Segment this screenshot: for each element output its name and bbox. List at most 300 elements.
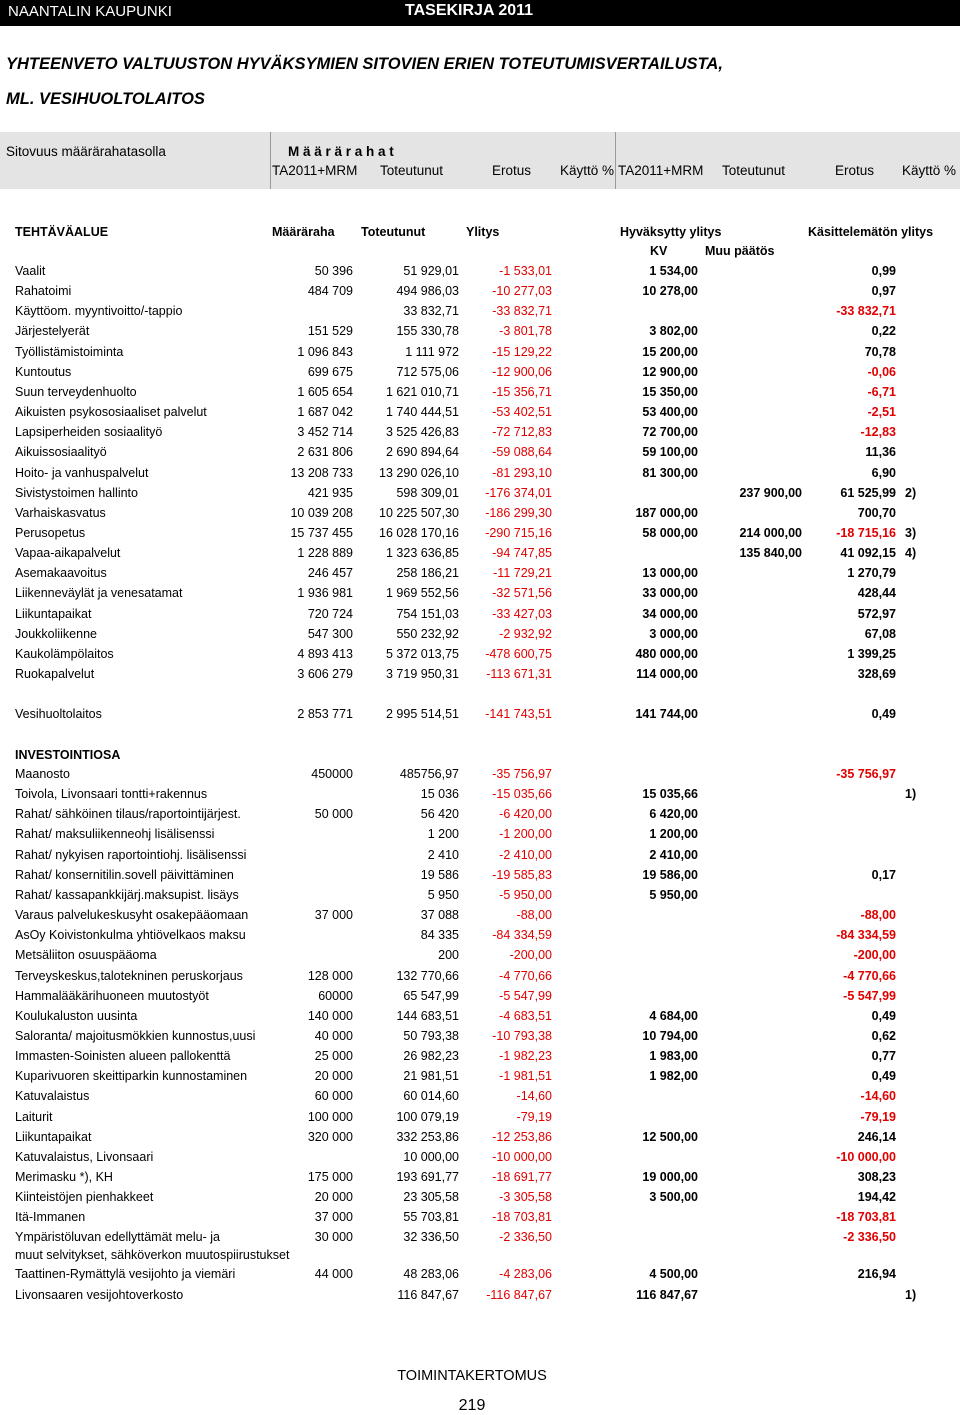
difference-cell: -290 715,16 (485, 525, 552, 540)
unprocessed-cell: 700,70 (857, 505, 896, 520)
col-head-hyvaksytty: Hyväksytty ylitys (620, 225, 722, 239)
kv-approved-cell: 3 802,00 (649, 324, 698, 339)
kv-approved-cell: 13 000,00 (642, 566, 698, 581)
actual-cell: 13 290 026,10 (379, 465, 459, 480)
row-name-cell: Metsäliiton osuuspääoma (15, 948, 157, 963)
row-name-cell: Aikuisten psykososiaaliset palvelut (15, 405, 207, 420)
top-header-bar (0, 0, 960, 26)
unprocessed-cell: 194,42 (857, 1190, 896, 1205)
difference-cell: -19 585,83 (492, 867, 552, 882)
table-row (0, 1049, 960, 1067)
difference-cell: -3 801,78 (499, 324, 552, 339)
kv-approved-cell: 187 000,00 (635, 505, 698, 520)
footnote-cell: 1) (905, 787, 917, 802)
table-row (0, 908, 960, 926)
gh-col-5: TA2011+MRM (618, 163, 704, 178)
difference-cell: -1 533,01 (499, 264, 552, 278)
actual-cell: 3 525 426,83 (386, 425, 459, 440)
unprocessed-cell: 0,49 (871, 1008, 896, 1023)
table-row (0, 526, 960, 544)
actual-cell: 100 079,19 (396, 1109, 459, 1124)
table-row (0, 586, 960, 604)
unprocessed-cell: 0,49 (871, 1069, 896, 1084)
table-row (0, 1170, 960, 1188)
actual-cell: 51 929,01 (403, 264, 459, 278)
unprocessed-cell: 61 525,99 (840, 485, 896, 500)
difference-cell: -4 770,66 (499, 968, 552, 983)
difference-cell: -186 299,30 (485, 505, 552, 520)
kv-approved-cell: 3 500,00 (649, 1190, 698, 1205)
actual-cell: 598 309,01 (396, 485, 459, 500)
actual-cell: 10 000,00 (403, 1149, 459, 1164)
difference-cell: -32 571,56 (492, 586, 552, 601)
actual-cell: 3 719 950,31 (386, 667, 459, 681)
table-row (0, 807, 960, 825)
budget-cell: 44 000 (314, 1267, 353, 1282)
actual-cell: 21 981,51 (403, 1069, 459, 1084)
table-row (0, 385, 960, 403)
kv-approved-cell: 5 950,00 (649, 887, 698, 902)
table-row (0, 264, 960, 282)
col-head-ylitys: Ylitys (466, 225, 500, 239)
difference-cell: -59 088,64 (492, 445, 552, 460)
difference-cell: -4 683,51 (499, 1008, 552, 1023)
kv-approved-cell: 34 000,00 (642, 606, 698, 621)
kv-approved-cell: 15 200,00 (642, 344, 698, 359)
table-row (0, 787, 960, 805)
kv-approved-cell: 1 982,00 (649, 1069, 698, 1084)
row-name-cell: Koulukaluston uusinta (15, 1008, 138, 1023)
row-name-cell: Immasten-Soinisten alueen pallokenttä (15, 1049, 231, 1064)
unprocessed-cell: 0,97 (871, 284, 896, 299)
investment-section-title: INVESTOINTIOSA (15, 748, 121, 762)
table-row (0, 948, 960, 966)
actual-cell: 132 770,66 (396, 968, 459, 983)
actual-cell: 1 323 636,85 (386, 546, 459, 561)
row-name-cell: Rahat/ sähköinen tilaus/raportointijärjest. (15, 807, 241, 822)
unprocessed-cell: 11,36 (865, 445, 896, 460)
unprocessed-cell: -2,51 (867, 405, 896, 420)
budget-cell: 3 452 714 (297, 425, 353, 440)
table-row (0, 445, 960, 463)
budget-cell: 2 631 806 (297, 445, 353, 460)
actual-cell: 258 186,21 (396, 566, 459, 581)
budget-cell: 450000 (311, 767, 353, 781)
difference-cell: -6 420,00 (499, 807, 552, 822)
kv-approved-cell: 2 410,00 (649, 847, 698, 862)
difference-cell: -33 427,03 (492, 606, 552, 621)
maararahat-label: M ä ä r ä r a h a t (288, 144, 394, 159)
budget-cell: 30 000 (314, 1230, 353, 1245)
kv-approved-cell: 10 794,00 (642, 1028, 698, 1043)
table-row (0, 707, 960, 725)
row-name-cell: Liikuntapaikat (15, 606, 92, 621)
sitovuus-label: Sitovuus määrärahatasolla (6, 144, 166, 159)
unprocessed-cell: -6,71 (867, 384, 896, 399)
kv-approved-cell: 19 586,00 (642, 867, 698, 882)
header-divider (270, 132, 271, 189)
difference-cell: -72 712,83 (492, 425, 552, 440)
binding-level-header (0, 132, 960, 189)
row-name-cell: Joukkoliikenne (15, 626, 97, 641)
kv-approved-cell: 33 000,00 (642, 586, 698, 601)
unprocessed-cell: 0,17 (871, 867, 896, 882)
difference-cell: -2 336,50 (499, 1230, 552, 1245)
budget-cell: 37 000 (314, 1210, 353, 1225)
row-name-cell: Vaalit (15, 264, 46, 278)
row-name-cell: Liikuntapaikat (15, 1129, 92, 1144)
unprocessed-cell: 67,08 (864, 626, 896, 641)
difference-cell: -14,60 (516, 1089, 552, 1104)
difference-cell: -5 547,99 (499, 988, 552, 1003)
unprocessed-cell: 70,78 (864, 344, 896, 359)
difference-cell: -12 253,86 (492, 1129, 552, 1144)
table-row (0, 304, 960, 322)
actual-cell: 1 969 552,56 (386, 586, 459, 601)
kv-approved-cell: 6 420,00 (649, 807, 698, 822)
kv-approved-cell: 58 000,00 (642, 525, 698, 540)
actual-cell: 23 305,58 (403, 1190, 459, 1205)
row-name-cell: Kaukolämpölaitos (15, 646, 114, 661)
table-row (0, 1288, 960, 1306)
footnote-cell: 1) (905, 1287, 917, 1302)
kv-approved-cell: 53 400,00 (642, 405, 698, 420)
table-row (0, 365, 960, 383)
actual-cell: 485756,97 (399, 767, 459, 781)
actual-cell: 2 410 (427, 847, 459, 862)
difference-cell: -15 129,22 (492, 344, 552, 359)
actual-cell: 48 283,06 (403, 1267, 459, 1282)
unprocessed-cell: -18 703,81 (836, 1210, 896, 1225)
actual-cell: 200 (438, 948, 459, 963)
unprocessed-cell: 1 270,79 (847, 566, 896, 581)
budget-cell: 60000 (318, 988, 353, 1003)
table-row (0, 566, 960, 584)
unprocessed-cell: 0,22 (871, 324, 896, 339)
difference-cell: -2 410,00 (499, 847, 552, 862)
budget-cell: 15 737 455 (290, 525, 353, 540)
page-number: 219 (458, 1397, 486, 1414)
actual-cell: 494 986,03 (396, 284, 459, 299)
gh-col-4: Käyttö % (560, 163, 615, 178)
table-row (0, 486, 960, 504)
row-name-cell: Toivola, Livonsaari tontti+rakennus (15, 787, 208, 802)
difference-cell: -478 600,75 (485, 646, 552, 661)
row-name-cell: Kiinteistöjen pienhakkeet (15, 1190, 154, 1205)
actual-cell: 10 225 507,30 (379, 505, 459, 520)
difference-cell: -18 703,81 (492, 1210, 552, 1225)
table-row (0, 1009, 960, 1027)
difference-cell: -35 756,97 (492, 767, 552, 781)
unprocessed-cell: 0,62 (871, 1028, 896, 1043)
actual-cell: 1 621 010,71 (386, 384, 459, 399)
budget-cell: 1 605 654 (297, 384, 353, 399)
kv-approved-cell: 10 278,00 (642, 284, 698, 299)
header-divider (615, 132, 616, 189)
table-row (0, 647, 960, 665)
unprocessed-cell: -200,00 (853, 948, 896, 963)
budget-cell: 25 000 (314, 1049, 353, 1064)
unprocessed-cell: -2 336,50 (843, 1230, 896, 1245)
unprocessed-cell: 308,23 (857, 1170, 896, 1184)
row-name-cell: Järjestelyerät (15, 324, 90, 339)
kv-approved-cell: 12 900,00 (642, 364, 698, 379)
unprocessed-cell: -14,60 (860, 1089, 896, 1104)
gh-col-8: Käyttö % (902, 163, 957, 178)
difference-cell: -10 000,00 (492, 1149, 552, 1164)
table-row (0, 1029, 960, 1047)
row-name-cell: Sivistystoimen hallinto (15, 485, 138, 500)
actual-cell: 19 586 (420, 867, 459, 882)
actual-cell: 1 111 972 (405, 344, 459, 359)
table-row (0, 466, 960, 484)
col-head-toteutunut: Toteutunut (361, 225, 426, 239)
unprocessed-cell: 0,49 (871, 707, 896, 721)
kv-approved-cell: 141 744,00 (635, 707, 698, 721)
budget-cell: 175 000 (307, 1170, 353, 1184)
budget-cell: 50 000 (314, 807, 353, 822)
table-row (0, 1130, 960, 1148)
kv-approved-cell: 3 000,00 (649, 626, 698, 641)
unprocessed-cell: -4 770,66 (843, 968, 896, 983)
budget-cell: 547 300 (307, 626, 353, 641)
table-row (0, 627, 960, 645)
difference-cell: -4 283,06 (499, 1267, 552, 1282)
actual-cell: 50 793,38 (403, 1028, 459, 1043)
difference-cell: -1 982,23 (499, 1049, 552, 1064)
difference-cell: -2 932,92 (499, 626, 552, 641)
budget-cell: 13 208 733 (290, 465, 353, 480)
difference-cell: -116 847,67 (486, 1287, 552, 1302)
budget-cell: 3 606 279 (297, 667, 353, 681)
budget-cell: 320 000 (307, 1129, 353, 1144)
budget-cell: 37 000 (314, 908, 353, 923)
col-head-kasittelematon: Käsittelemätön ylitys (808, 225, 934, 239)
budget-cell: 20 000 (314, 1069, 353, 1084)
kv-approved-cell: 1 534,00 (649, 264, 698, 278)
footer-section-name: TOIMINTAKERTOMUS (397, 1368, 547, 1384)
col-head-tehtavaalue: TEHTÄVÄALUE (15, 225, 109, 239)
table-row (0, 345, 960, 363)
row-name-cell: Katuvalaistus, Livonsaari (15, 1149, 154, 1164)
kv-approved-cell: 15 350,00 (642, 384, 698, 399)
unprocessed-cell: 41 092,15 (840, 546, 896, 561)
difference-cell: -3 305,58 (499, 1190, 552, 1205)
difference-cell: -88,00 (516, 908, 552, 923)
actual-cell: 2 690 894,64 (386, 445, 459, 460)
row-name-cell: Perusopetus (15, 525, 86, 540)
difference-cell: -18 691,77 (492, 1170, 552, 1184)
budget-cell: 50 396 (314, 264, 353, 278)
budget-cell: 699 675 (307, 364, 353, 379)
other-decision-cell: 214 000,00 (739, 525, 802, 540)
report-title-line1: YHTEENVETO VALTUUSTON HYVÄKSYMIEN SITOVIEN ERIEN TOTEUTUMISVERTAILUSTA, (6, 55, 723, 73)
row-name-cell: Rahat/ konsernitilin.sovell päivittäminen (15, 867, 234, 882)
actual-cell: 37 088 (420, 908, 459, 923)
actual-cell: 193 691,77 (396, 1170, 459, 1184)
table-row (0, 607, 960, 625)
actual-cell: 144 683,51 (396, 1008, 459, 1023)
actual-cell: 33 832,71 (403, 304, 459, 319)
kv-approved-cell: 12 500,00 (642, 1129, 698, 1144)
col-head-kv: KV (650, 244, 668, 258)
actual-cell: 60 014,60 (403, 1089, 459, 1104)
actual-cell: 84 335 (420, 928, 459, 943)
budget-cell: 484 709 (307, 284, 353, 299)
budget-cell: 140 000 (307, 1008, 353, 1023)
table-row (0, 827, 960, 845)
actual-cell: 32 336,50 (403, 1230, 459, 1245)
kv-approved-cell: 19 000,00 (642, 1170, 698, 1184)
actual-cell: 56 420 (420, 807, 459, 822)
report-title-line2: ML. VESIHUOLTOLAITOS (6, 90, 205, 108)
kv-approved-cell: 4 500,00 (649, 1267, 698, 1282)
row-name-cell: Työllistämistoiminta (15, 344, 124, 359)
row-name-cell: Käyttöom. myyntivoitto/-tappio (15, 304, 183, 319)
row-name-cell: Terveyskeskus,talotekninen peruskorjaus (15, 968, 243, 983)
table-row (0, 1069, 960, 1087)
footnote-cell: 2) (905, 485, 917, 500)
row-name-cell: Ympäristöluvan edellyttämät melu- ja (15, 1230, 220, 1245)
kv-approved-cell: 59 100,00 (642, 445, 698, 460)
budget-cell: 2 853 771 (297, 707, 353, 721)
actual-cell: 332 253,86 (396, 1129, 459, 1144)
actual-cell: 65 547,99 (403, 988, 459, 1003)
kv-approved-cell: 72 700,00 (642, 425, 698, 440)
unprocessed-cell: 6,90 (871, 465, 896, 480)
kv-approved-cell: 1 200,00 (649, 827, 698, 842)
row-name-cell: Lapsiperheiden sosiaalityö (15, 425, 163, 440)
unprocessed-cell: 1 399,25 (847, 646, 896, 661)
row-name-cell: Varhaiskasvatus (15, 505, 106, 520)
difference-cell: -94 747,85 (492, 546, 552, 561)
row-name-cell: Saloranta/ majoitusmökkien kunnostus,uusi (15, 1028, 256, 1043)
row-name-cell: Katuvalaistus (15, 1089, 90, 1104)
actual-cell: 155 330,78 (396, 324, 459, 339)
document-title: TASEKIRJA 2011 (405, 2, 534, 19)
unprocessed-cell: -18 715,16 (836, 525, 896, 540)
budget-cell: 20 000 (314, 1190, 353, 1205)
table-row (0, 969, 960, 987)
actual-cell: 15 036 (420, 787, 459, 802)
budget-cell: 421 935 (307, 485, 353, 500)
table-row (0, 546, 960, 564)
difference-cell: -10 793,38 (492, 1028, 552, 1043)
footnote-cell: 3) (905, 525, 917, 540)
actual-cell: 550 232,92 (396, 626, 459, 641)
difference-cell: -1 981,51 (499, 1069, 552, 1084)
table-row (0, 1230, 960, 1263)
difference-cell: -141 743,51 (485, 707, 552, 721)
row-name-cell: Maanosto (15, 767, 70, 781)
row-name-cell: Aikuissosiaalityö (15, 445, 107, 460)
table-row (0, 868, 960, 886)
unprocessed-cell: -10 000,00 (836, 1149, 896, 1164)
table-row (0, 1150, 960, 1168)
table-row (0, 405, 960, 423)
other-decision-cell: 135 840,00 (739, 546, 802, 561)
actual-cell: 55 703,81 (403, 1210, 459, 1225)
kv-approved-cell: 1 983,00 (649, 1049, 698, 1064)
unprocessed-cell: 572,97 (857, 606, 896, 621)
budget-cell: 4 893 413 (297, 646, 353, 661)
row-name-cell: Rahat/ nykyisen raportointiohj. lisälisenssi (15, 847, 247, 862)
unprocessed-cell: -12,83 (860, 425, 896, 440)
table-row (0, 425, 960, 443)
difference-cell: -5 950,00 (499, 887, 552, 902)
unprocessed-cell: -5 547,99 (843, 988, 896, 1003)
difference-cell: -81 293,10 (492, 465, 552, 480)
unprocessed-cell: 216,94 (857, 1267, 896, 1282)
difference-cell: -33 832,71 (492, 304, 552, 319)
difference-cell: -113 671,31 (486, 667, 552, 681)
col-head-muu: Muu päätös (705, 244, 775, 258)
table-row (0, 928, 960, 946)
row-name-cell: Varaus palvelukeskusyht osakepääomaan (15, 908, 249, 923)
table-row (0, 1210, 960, 1228)
row-name-cell: Ruokapalvelut (15, 667, 95, 681)
unprocessed-cell: -33 832,71 (836, 304, 896, 319)
difference-cell: -11 729,21 (493, 566, 552, 581)
unprocessed-cell: 246,14 (857, 1129, 896, 1144)
budget-cell: 1 687 042 (297, 405, 353, 420)
table-row (0, 506, 960, 524)
row-name-cell: Asemakaavoitus (15, 566, 107, 581)
difference-cell: -12 900,06 (492, 364, 552, 379)
table-row (0, 989, 960, 1007)
difference-cell: -176 374,01 (485, 485, 552, 500)
row-name-cell: Merimasku *), KH (15, 1170, 113, 1184)
actual-cell: 116 847,67 (397, 1287, 459, 1302)
unprocessed-cell: -35 756,97 (836, 767, 896, 781)
actual-cell: 754 151,03 (396, 606, 459, 621)
gh-col-1: TA2011+MRM (272, 163, 358, 178)
table-row (0, 848, 960, 866)
unprocessed-cell: 0,99 (871, 264, 896, 278)
table-row (0, 767, 960, 785)
row-name-cell-line2: muut selvitykset, sähköverkon muutospiirustukset (15, 1248, 290, 1263)
row-name-cell: Taattinen-Rymättylä vesijohto ja viemäri (15, 1267, 236, 1282)
gh-col-2: Toteutunut (380, 163, 444, 178)
actual-cell: 26 982,23 (403, 1049, 459, 1064)
table-row (0, 1267, 960, 1285)
kv-approved-cell: 81 300,00 (642, 465, 698, 480)
row-name-cell: Laiturit (15, 1109, 53, 1124)
col-head-maararaha: Määräraha (272, 225, 335, 239)
unprocessed-cell: 328,69 (857, 667, 896, 681)
budget-cell: 246 457 (307, 566, 353, 581)
actual-cell: 2 995 514,51 (386, 707, 459, 721)
kv-approved-cell: 114 000,00 (636, 667, 698, 681)
unprocessed-cell: -88,00 (860, 908, 896, 923)
row-name-cell: Kuntoutus (15, 364, 72, 379)
table-row (0, 1190, 960, 1208)
table-row (0, 324, 960, 342)
unprocessed-cell: -0,06 (867, 364, 896, 379)
difference-cell: -84 334,59 (492, 928, 552, 943)
table-row (0, 1089, 960, 1107)
difference-cell: -1 200,00 (499, 827, 552, 842)
table-row (0, 667, 960, 685)
actual-cell: 5 372 013,75 (386, 646, 459, 661)
budget-cell: 1 096 843 (297, 344, 353, 359)
actual-cell: 5 950 (427, 887, 459, 902)
actual-cell: 16 028 170,16 (379, 525, 459, 540)
row-name-cell: Rahat/ kassapankkijärj.maksupist. lisäys (15, 887, 239, 902)
difference-cell: -15 035,66 (492, 787, 552, 802)
row-name-cell: Vesihuoltolaitos (15, 707, 102, 721)
footnote-cell: 4) (905, 546, 917, 561)
